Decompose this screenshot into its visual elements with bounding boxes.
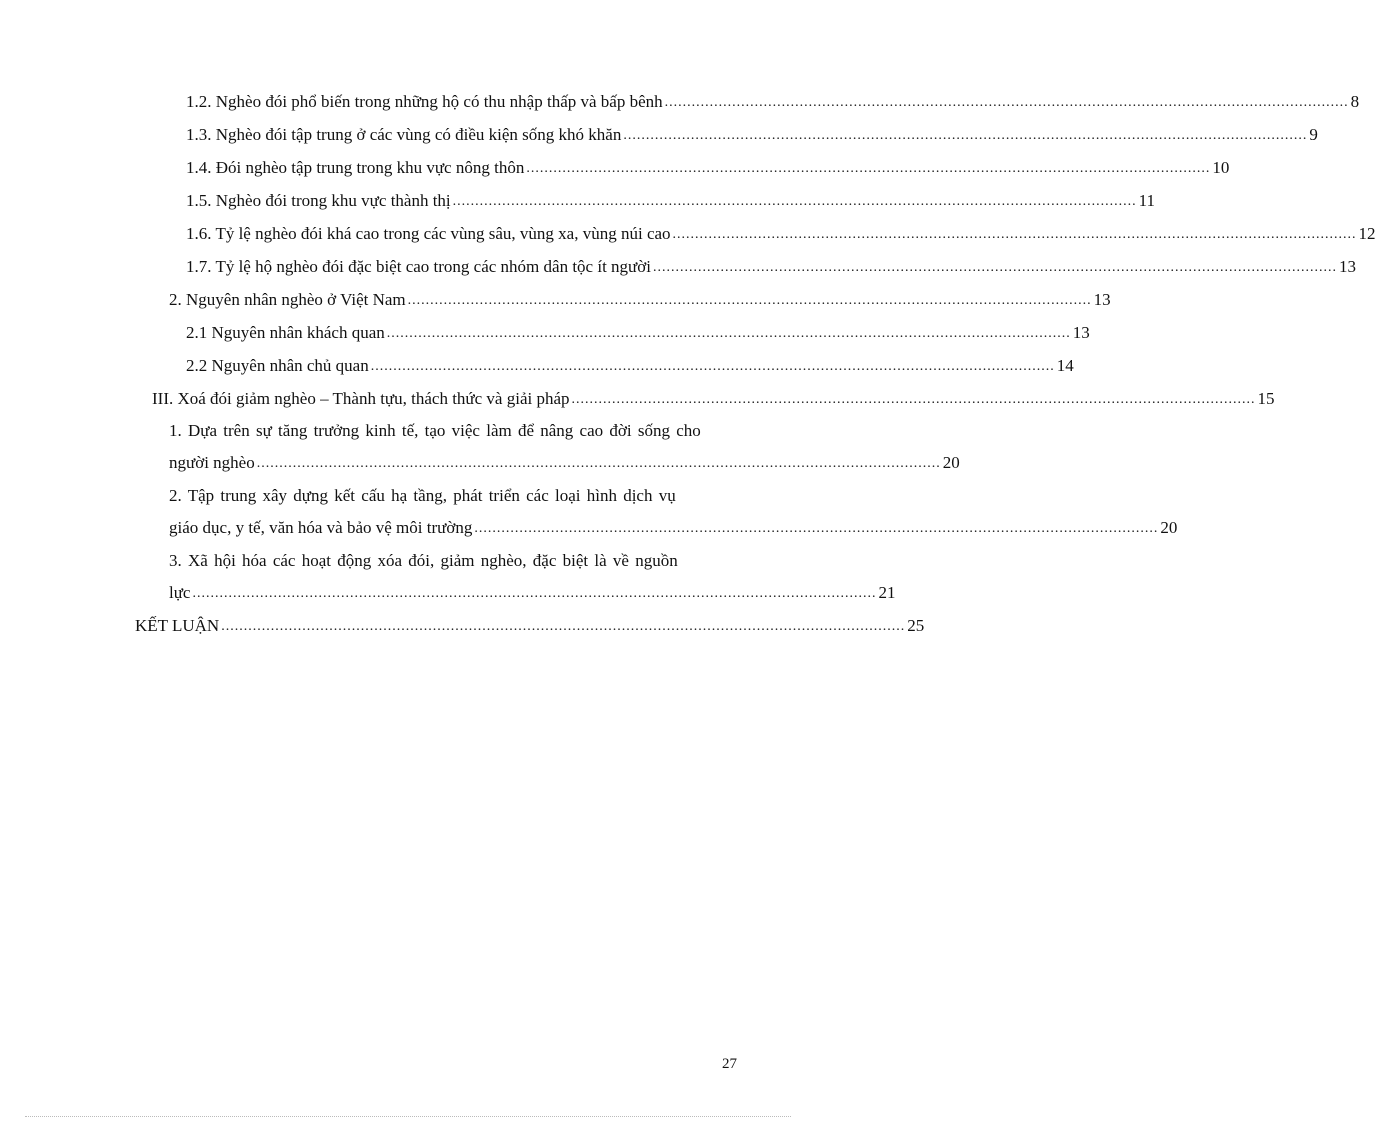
- toc-entry[interactable]: [169, 573, 896, 603]
- toc-entry-page: 11: [1138, 191, 1156, 210]
- page-bottom-divider: [25, 1116, 791, 1117]
- toc-entry-title: 1.2. Nghèo đói phổ biến trong những hộ có thu nhập thấp và bấp bênh: [186, 92, 663, 111]
- toc-entry-title: người nghèo: [169, 453, 255, 472]
- toc-entry[interactable]: [169, 508, 1178, 538]
- toc-leader-dots: ........................................................................................................................................................: [407, 293, 1092, 308]
- toc-leader-dots: ........................................................................................................................................................: [672, 227, 1357, 242]
- toc-entry[interactable]: [186, 82, 1360, 112]
- toc-leader-dots: ........................................................................................................................................................: [474, 521, 1159, 536]
- toc-entry-title: giáo dục, y tế, văn hóa và bảo vệ môi trường: [169, 518, 473, 537]
- toc-entry-page: 14: [1056, 356, 1074, 375]
- toc-leader-dots: ........................................................................................................................................................: [386, 326, 1071, 341]
- page-number: 27: [722, 1056, 737, 1072]
- toc-entry-title: 2. Nguyên nhân nghèo ở Việt Nam: [169, 290, 406, 309]
- toc-entry[interactable]: [186, 115, 1318, 145]
- toc-entry-title: 2. Tập trung xây dựng kết cấu hạ tầng, phát triển các loại hình dịch vụ: [169, 486, 676, 505]
- toc-leader-dots: ........................................................................................................................................................: [526, 161, 1211, 176]
- toc-leader-dots: ........................................................................................................................................................: [571, 392, 1256, 407]
- toc-entry-title: 1.5. Nghèo đói trong khu vực thành thị: [186, 191, 451, 210]
- toc-entry-page: 10: [1212, 158, 1230, 177]
- toc-entry-title: 1.4. Đói nghèo tập trung trong khu vực nông thôn: [186, 158, 525, 177]
- toc-entry-page: 9: [1309, 125, 1318, 144]
- toc-entry-page: 15: [1257, 389, 1275, 408]
- toc-entry-page: 13: [1338, 257, 1356, 276]
- toc-entry-title: 1. Dựa trên sự tăng trưởng kinh tế, tạo việc làm để nâng cao đời sống cho: [169, 421, 701, 440]
- toc-entry-page: 13: [1072, 323, 1090, 342]
- toc-entry-page: 25: [907, 616, 925, 635]
- toc-entry[interactable]: [186, 346, 1074, 376]
- toc-entry-title: 3. Xã hội hóa các hoạt động xóa đói, giảm nghèo, đặc biệt là về nguồn: [169, 551, 678, 570]
- toc-entry[interactable]: [152, 379, 1275, 409]
- toc-entry-page: 8: [1350, 92, 1360, 111]
- toc-leader-dots: ........................................................................................................................................................: [623, 128, 1308, 143]
- toc-entry-page: 13: [1093, 290, 1111, 309]
- toc-entry[interactable]: [186, 247, 1356, 277]
- toc-entry-title: 2.1 Nguyên nhân khách quan: [186, 323, 385, 342]
- toc-entry-title: III. Xoá đói giảm nghèo – Thành tựu, thách thức và giải pháp: [152, 389, 570, 408]
- toc-entry[interactable]: [186, 313, 1090, 343]
- toc-leader-dots: ........................................................................................................................................................: [221, 619, 906, 634]
- toc-leader-dots: ........................................................................................................................................................: [664, 95, 1349, 110]
- toc-leader-dots: ........................................................................................................................................................: [370, 359, 1055, 374]
- toc-entry[interactable]: [169, 280, 1111, 310]
- toc-entry-title: KẾT LUẬN: [135, 616, 220, 635]
- toc-leader-dots: ........................................................................................................................................................: [452, 194, 1137, 209]
- toc-leader-dots: ........................................................................................................................................................: [192, 586, 877, 601]
- toc-entry-title: 1.3. Nghèo đói tập trung ở các vùng có điều kiện sống khó khăn: [186, 125, 622, 144]
- toc-entry[interactable]: [169, 443, 960, 473]
- toc-entry-title: lực: [169, 583, 191, 602]
- toc-entry-first-line[interactable]: [169, 411, 737, 441]
- toc-entry[interactable]: [135, 606, 925, 636]
- toc-entry[interactable]: [186, 214, 1376, 244]
- toc-entry-title: 1.6. Tỷ lệ nghèo đói khá cao trong các vùng sâu, vùng xa, vùng núi cao: [186, 224, 671, 243]
- toc-entry[interactable]: [186, 148, 1230, 178]
- toc-entry-page: 20: [1160, 518, 1178, 537]
- toc-leader-dots: ........................................................................................................................................................: [652, 260, 1337, 275]
- toc-entry[interactable]: [186, 181, 1156, 211]
- toc-entry-title: 2.2 Nguyên nhân chủ quan: [186, 356, 369, 375]
- toc-entry-first-line[interactable]: [169, 541, 737, 571]
- toc-leader-dots: ........................................................................................................................................................: [256, 456, 941, 471]
- toc-entry-page: 21: [878, 583, 896, 602]
- toc-entry-title: 1.7. Tỷ lệ hộ nghèo đói đặc biệt cao trong các nhóm dân tộc ít người: [186, 257, 651, 276]
- toc-entry-first-line[interactable]: [169, 476, 737, 506]
- toc-entry-page: 12: [1358, 224, 1376, 243]
- toc-entry-page: 20: [942, 453, 960, 472]
